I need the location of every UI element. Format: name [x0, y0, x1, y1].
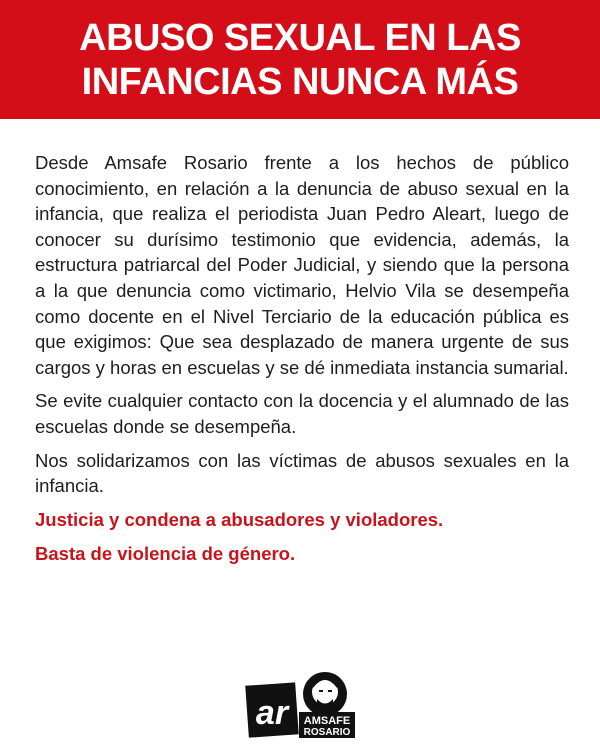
statement-paragraph-2: Se evite cualquier contacto con la docencia y el alumnado de las escuelas donde se desempeña.: [35, 390, 569, 437]
statement-paragraph-3: Nos solidarizamos con las víctimas de abusos sexuales en la infancia.: [35, 449, 569, 497]
statement-body: [35, 150, 569, 576]
slogan-gender-violence: Basta de violencia de género.: [35, 543, 296, 565]
slogan-justice: Justicia y condena a abusadores y violadores.: [35, 508, 444, 530]
logo-mark: ar: [255, 694, 289, 732]
headline-line-1: ABUSO SEXUAL EN LAS: [79, 16, 521, 59]
headline-line-2: INFANCIAS NUNCA MÁS: [81, 60, 519, 103]
logo-name-rosario: ROSARIO: [303, 727, 351, 738]
logo-name-amsafe: AMSAFE: [303, 715, 351, 727]
statement-paragraph-1: Desde Amsafe Rosario frente a los hechos de público conocimiento, en relación a la denuncia de abuso sexual en la infancia, que realiza el periodista Juan Pedro Aleart, luego de conocer su durísimo testimonio que evidencia, además, la estructura patriarcal del Poder Judicial, y siendo que la persona a la que denuncia como victimario, Helvio Vila se desempeña como docente en el Nivel Terciario de la educación pública es que exigimos: Que sea desplazado de manera urgente de sus cargos y horas en escuelas y se dé inmediata instancia sumarial.: [35, 152, 569, 378]
amsafe-rosario-logo: [245, 668, 357, 740]
header-banner: [0, 0, 600, 119]
